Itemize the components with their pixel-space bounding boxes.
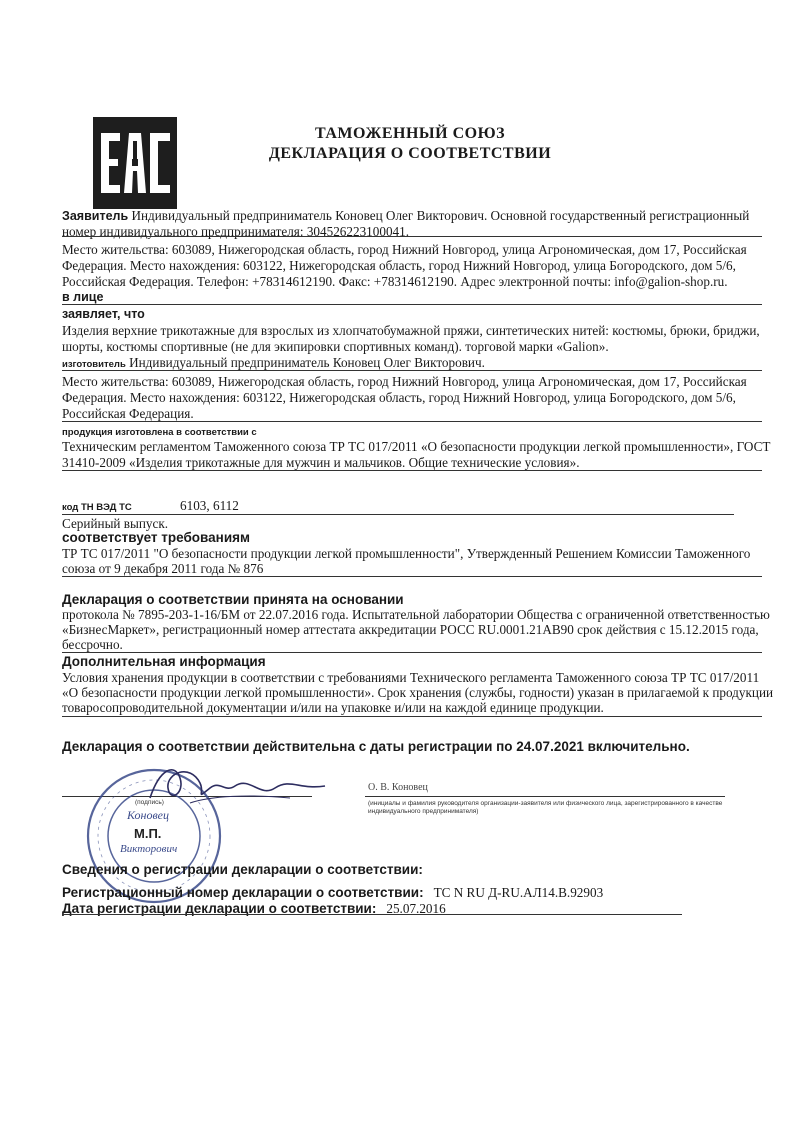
basis-label: Декларация о соответствии принята на основании xyxy=(62,592,404,607)
declares-label: заявляет, что xyxy=(62,307,145,321)
maker-addr-3: Российская Федерация. xyxy=(62,406,194,421)
validity-text: Декларация о соответствии действительна с даты регистрации по 24.07.2021 включительно. xyxy=(62,739,690,754)
applicant-line-1 xyxy=(62,208,762,224)
basis-text-3: бессрочно. xyxy=(62,637,123,652)
additional-label: Дополнительная информация xyxy=(62,654,266,669)
signature-caption: (подпись) xyxy=(135,799,164,806)
applicant-block xyxy=(62,208,762,239)
rule xyxy=(62,576,762,577)
registration-number-value: ТС N RU Д-RU.АЛ14.В.92903 xyxy=(433,885,604,900)
rule xyxy=(62,304,762,305)
applicant-label: Заявитель xyxy=(62,209,129,223)
name-line xyxy=(365,796,725,797)
registration-number-label: Регистрационный номер декларации о соответствии: xyxy=(62,885,424,900)
additional-text-2: «О безопасности продукции легкой промышленности». Срок хранения (службы, годности) указан в прилагаемой к продукции xyxy=(62,685,774,700)
conforms-label: соответствует требованиям xyxy=(62,530,250,545)
applicant-addr-2: Федерация. Место нахождения: 603122, Нижегородская область, город Нижний Новгород, улица Богородского, дом 5/6, xyxy=(62,258,736,273)
code-label: код ТН ВЭД ТС xyxy=(62,502,132,513)
declares-text-2: шорты, костюмы спортивные (не для экипировки спортивных команд). торговой марки «Galion». xyxy=(62,339,609,354)
stamp-name-2: Викторович xyxy=(120,843,178,855)
name-caption-2: индивидуального предпринимателя) xyxy=(368,808,479,815)
additional-text-3: товаросопроводительной документации и/или на упаковке и/или на каждой единице продукции. xyxy=(62,700,604,715)
stamp-mp: М.П. xyxy=(134,826,162,841)
rule xyxy=(62,914,682,915)
registration-date-value: 25.07.2016 xyxy=(386,901,446,916)
maker-label: изготовитель xyxy=(62,359,126,370)
rule xyxy=(62,236,762,237)
eac-logo xyxy=(93,117,177,209)
produced-text-2: 31410-2009 «Изделия трикотажные для мужчин и мальчиков. Общие технические условия». xyxy=(62,455,580,470)
rule xyxy=(62,370,762,371)
applicant-text-2: номер индивидуального предпринимателя: 304526223100041. xyxy=(62,224,410,239)
name-caption-1: (инициалы и фамилия руководителя организации-заявителя или физического лица, зарегистрированного в качестве xyxy=(368,800,723,807)
code-value: 6103, 6112 xyxy=(180,498,239,513)
title-line-2: ДЕКЛАРАЦИЯ О СООТВЕТСТВИИ xyxy=(268,145,552,162)
applicant-addr-1: Место жительства: 603089, Нижегородская область, город Нижний Новгород, улица Агрономическая, дом 17, Российская xyxy=(62,242,747,257)
produced-label: продукция изготовлена в соответствии с xyxy=(62,427,257,438)
rule xyxy=(62,421,762,422)
basis-text-1: протокола № 7895-203-1-16/БМ от 22.07.2016 года. Испытательной лаборатории Общества с ограниченной ответственностью xyxy=(62,607,770,622)
eac-logo-glyphs xyxy=(93,117,177,209)
declares-text-1: Изделия верхние трикотажные для взрослых из хлопчатобумажной пряжи, синтетических нитей: костюмы, брюки, бриджи, xyxy=(62,323,760,338)
registration-heading: Сведения о регистрации декларации о соответствии: xyxy=(62,862,423,877)
in-person-label: в лице xyxy=(62,290,104,304)
maker-addr-1: Место жительства: 603089, Нижегородская область, город Нижний Новгород, улица Агрономическая, дом 17, Российская xyxy=(62,374,747,389)
rule xyxy=(62,652,762,653)
title-line-1: ТАМОЖЕННЫЙ СОЮЗ xyxy=(314,125,506,142)
additional-text-1: Условия хранения продукции в соответствии с требованиями Технического регламента Таможенного союза ТР ТС 017/2011 xyxy=(62,670,760,685)
applicant-text-1: Индивидуальный предприниматель Коновец Олег Викторович. Основной государственный регистрационный xyxy=(131,208,750,223)
serial-text: Серийный выпуск. xyxy=(62,516,169,531)
conforms-text-1: ТР ТС 017/2011 "О безопасности продукции легкой промышленности", Утвержденный Решением Комиссии Таможенного xyxy=(62,546,751,561)
maker-addr-2: Федерация. Место нахождения: 603122, Нижегородская область, город Нижний Новгород, улица Богородского, дом 5/6, xyxy=(62,390,736,405)
stamp-name-1: Коновец xyxy=(127,808,169,822)
signer-name: О. В. Коновец xyxy=(368,782,428,793)
basis-text-2: «БизнесМаркет», регистрационный номер аттестата аккредитации РОСС RU.0001.21АВ90 срок действия с 15.12.2015 года, xyxy=(62,622,759,637)
applicant-addr-3: Российская Федерация. Телефон: +78314612190. Факс: +78314612190. Адрес электронной почты: info@galion-shop.ru. xyxy=(62,274,728,289)
conforms-text-2: союза от 9 декабря 2011 года № 876 xyxy=(62,561,264,576)
rule xyxy=(62,514,734,515)
maker-text: Индивидуальный предприниматель Коновец Олег Викторович. xyxy=(129,355,485,370)
registration-date-row xyxy=(62,900,446,918)
handwritten-signature xyxy=(140,758,340,818)
registration-date-label: Дата регистрации декларации о соответствии: xyxy=(62,901,377,916)
rule xyxy=(62,470,762,471)
produced-text-1: Техническим регламентом Таможенного союза ТР ТС 017/2011 «О безопасности продукции легкой промышленности», ГОСТ xyxy=(62,439,771,454)
rule xyxy=(62,716,762,717)
